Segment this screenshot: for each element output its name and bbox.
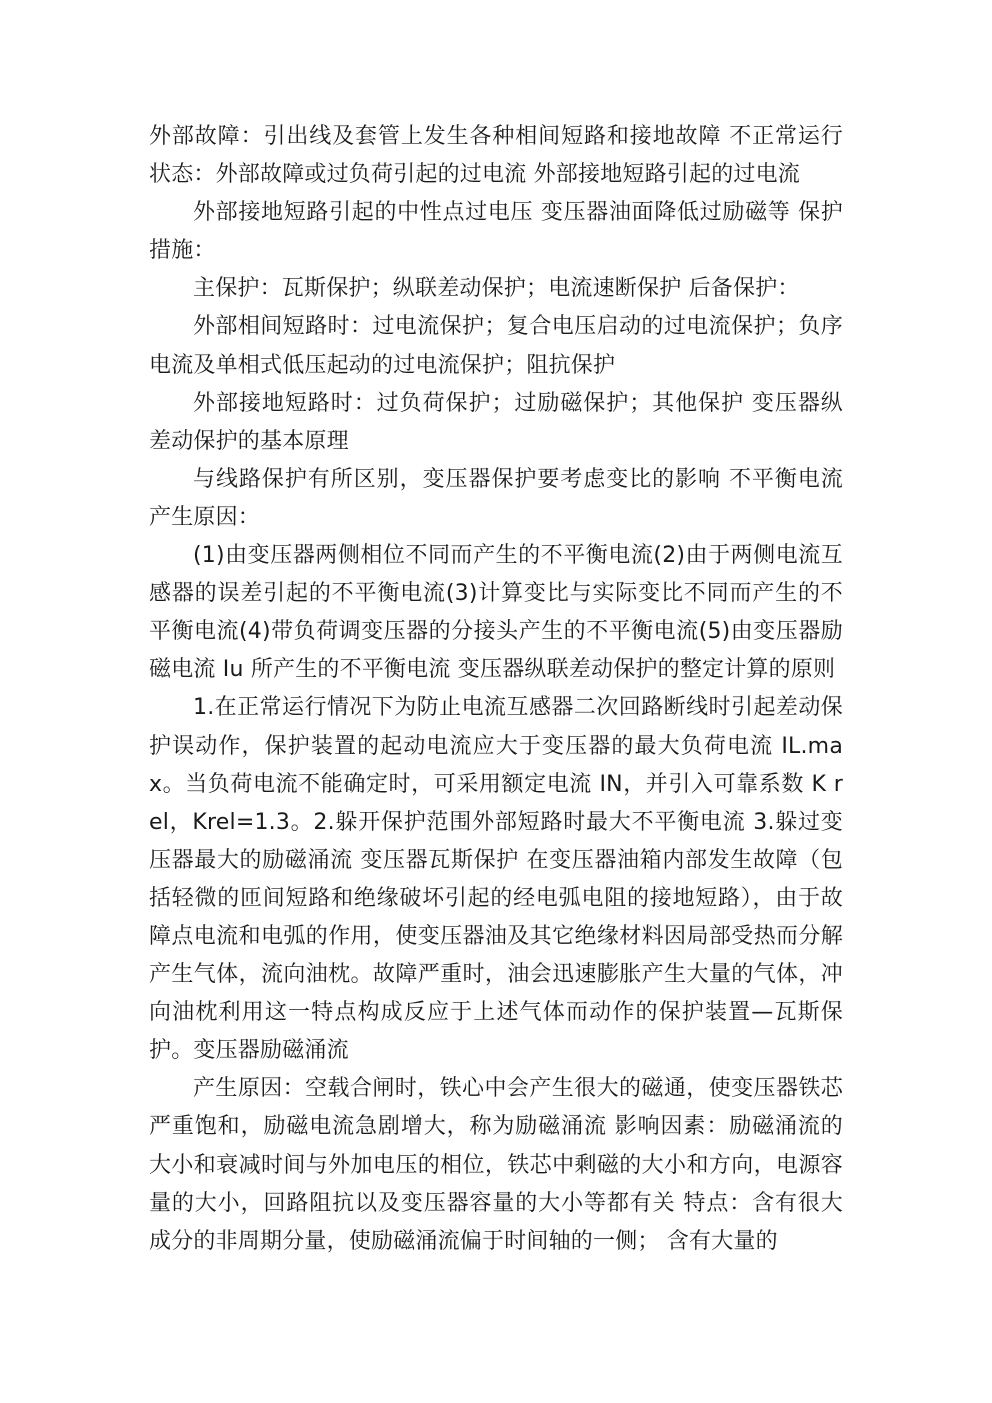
paragraph-main-protection: 主保护：瓦斯保护；纵联差动保护；电流速断保护 后备保护： [193,276,800,302]
paragraph-inrush-current: 产生原因：空载合闸时，铁心中会产生很大的磁通，使变压器铁芯严重饱和，励磁电流急剧增大，称为励磁涌流 影响因素：励磁涌流的大小和衰减时间与外加电压的相位，铁芯中剩磁的大小和方向，电源容量的大小，回路阻抗以及变压器容量的大小等都有关 特点：含有很大成分的非周期分量，使励磁涌流偏于时间轴的一侧； 含有大量的 [149,1076,843,1254]
document-page [149,118,843,1261]
paragraph-protection-measures: 外部接地短路引起的中性点过电压 变压器油面降低过励磁等 保护措施： [149,200,843,264]
paragraph-phase-fault-backup: 外部相间短路时：过电流保护；复合电压启动的过电流保护；负序电流及单相式低压起动的过电流保护；阻抗保护 [149,314,843,378]
paragraph-setting-principles: 1.在正常运行情况下为防止电流互感器二次回路断线时引起差动保护误动作，保护装置的起动电流应大于变压器的最大负荷电流 IL.max。当负荷电流不能确定时，可采用额定电流 IN，并引入可靠系数 K rel，Krel=1.3。2.躲开保护范围外部短路时最大不平衡电流 3.躲过变压器最大的励磁涌流 变压器瓦斯保护 在变压器油箱内部发生故障（包括轻微的匝间短路和绝缘破坏引起的经电弧电阻的接地短路），由于故障点电流和电弧的作用，使变压器油及其它绝缘材料因局部受热而分解产生气体，流向油枕。故障严重时，油会迅速膨胀产生大量的气体，冲向油枕利用这一特点构成反应于上述气体而动作的保护装置—瓦斯保护。变压器励磁涌流 [149,695,843,1064]
paragraph-unbalanced-current-causes: (1)由变压器两侧相位不同而产生的不平衡电流(2)由于两侧电流互感器的误差引起的不平衡电流(3)计算变比与实际变比不同而产生的不平衡电流(4)带负荷调变压器的分接头产生的不平衡电流(5)由变压器励磁电流 Iu 所产生的不平衡电流 变压器纵联差动保护的整定计算的原则 [149,543,843,683]
paragraph-ground-fault-backup: 外部接地短路时：过负荷保护；过励磁保护；其他保护 变压器纵差动保护的基本原理 [149,390,843,454]
paragraph-unbalanced-current-intro: 与线路保护有所区别，变压器保护要考虑变比的影响 不平衡电流产生原因： [149,466,843,530]
paragraph-external-faults: 外部故障：引出线及套管上发生各种相间短路和接地故障 不正常运行状态：外部故障或过负荷引起的过电流 外部接地短路引起的过电流 [149,124,843,188]
